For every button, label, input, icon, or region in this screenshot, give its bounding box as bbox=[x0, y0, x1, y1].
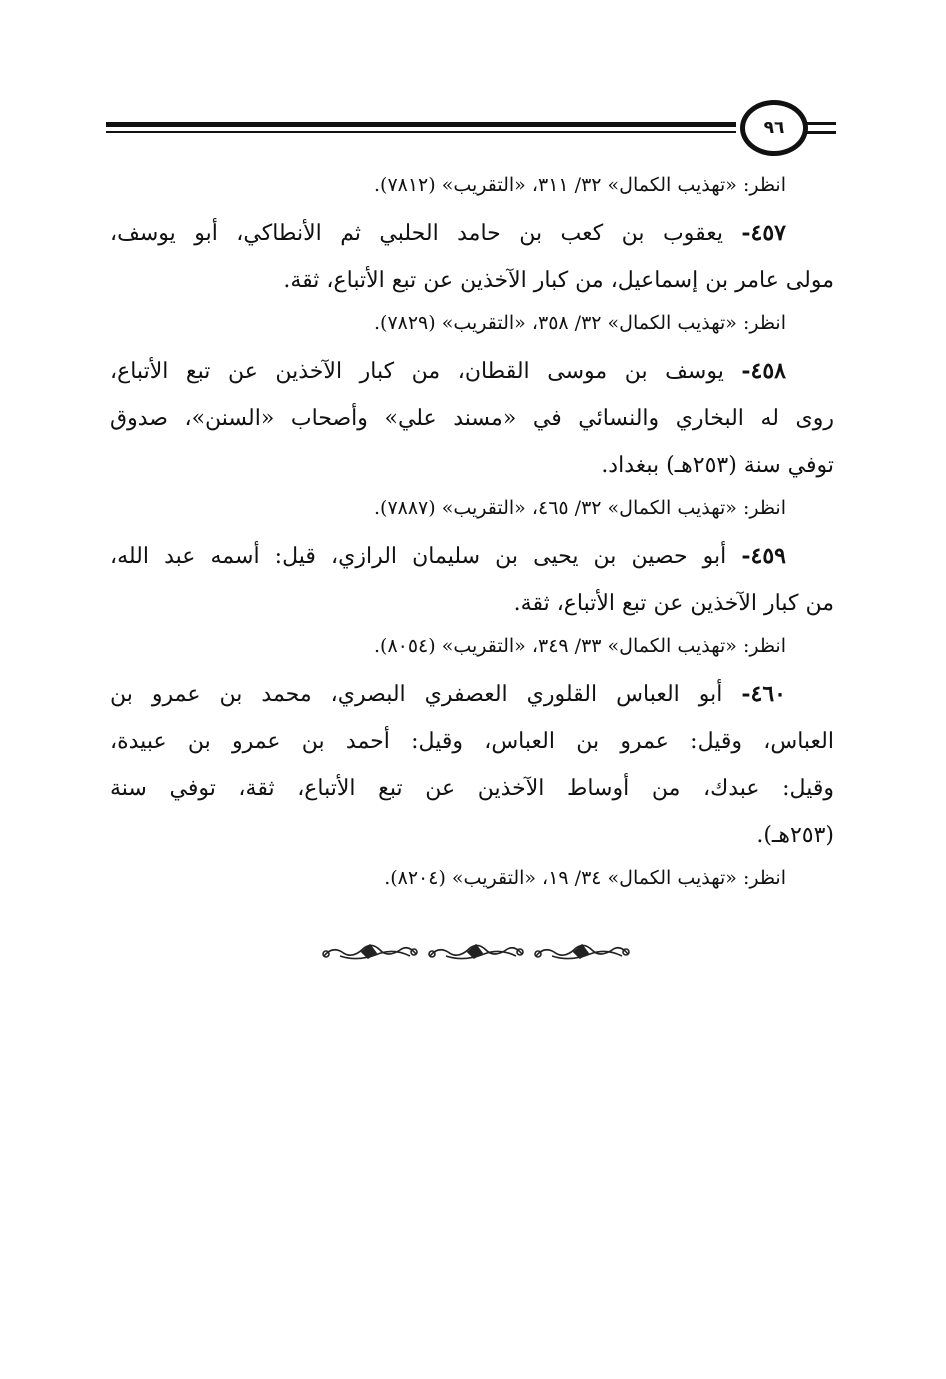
entry-line: روى له البخاري والنسائي في «مسند علي» وأصحاب «السنن»، صدوق bbox=[110, 406, 834, 431]
page-number-badge bbox=[740, 100, 808, 156]
page-body bbox=[110, 166, 834, 903]
entry-number: ٤٥٨- bbox=[741, 358, 786, 384]
entry-line bbox=[110, 533, 834, 580]
header-rule bbox=[106, 122, 736, 127]
entry-460 bbox=[110, 671, 834, 859]
entry-line bbox=[110, 348, 834, 395]
ornament-divider bbox=[318, 936, 632, 968]
entry-text: أبو العباس القلوري العصفري البصري، محمد بن عمرو بن bbox=[110, 682, 723, 707]
reference-line: انظر: «تهذيب الكمال» ٣٤/ ١٩، «التقريب» (٨٢٠٤). bbox=[384, 867, 786, 889]
ornament-motif bbox=[535, 945, 629, 959]
entry-line: وقيل: عبدك، من أوساط الآخذين عن تبع الأتباع، ثقة، توفي سنة bbox=[110, 776, 834, 801]
entry-line: مولى عامر بن إسماعيل، من كبار الآخذين عن تبع الأتباع، ثقة. bbox=[283, 268, 834, 293]
page-header bbox=[106, 100, 836, 160]
entry-line: من كبار الآخذين عن تبع الأتباع، ثقة. bbox=[513, 591, 834, 616]
entry-number: ٤٥٧- bbox=[741, 220, 786, 246]
entry-text: يوسف بن موسى القطان، من كبار الآخذين عن تبع الأتباع، bbox=[110, 359, 724, 384]
ornament-motif bbox=[323, 945, 417, 959]
ornament-motif bbox=[429, 945, 523, 959]
entry-number: ٤٦٠- bbox=[741, 681, 786, 707]
entry-458 bbox=[110, 348, 834, 489]
reference-line: انظر: «تهذيب الكمال» ٣٢/ ٣١١، «التقريب» (٧٨١٢). bbox=[373, 174, 786, 196]
entry-text: يعقوب بن كعب بن حامد الحلبي ثم الأنطاكي، أبو يوسف، bbox=[110, 221, 723, 246]
entry-text: أبو حصين بن يحيى بن سليمان الرازي، قيل: أسمه عبد الله، bbox=[110, 544, 727, 569]
entry-line: توفي سنة (٢٥٣هـ) ببغداد. bbox=[601, 453, 834, 478]
entry-number: ٤٥٩- bbox=[741, 543, 786, 569]
header-rule-thin bbox=[106, 131, 736, 133]
entry-line: (٢٥٣هـ). bbox=[756, 823, 834, 848]
reference-line: انظر: «تهذيب الكمال» ٣٣/ ٣٤٩، «التقريب» (٨٠٥٤). bbox=[373, 635, 786, 657]
entry-line bbox=[110, 671, 834, 718]
entry-line bbox=[110, 210, 834, 257]
reference-line: انظر: «تهذيب الكمال» ٣٢/ ٣٥٨، «التقريب» (٧٨٢٩). bbox=[373, 312, 786, 334]
entry-line: العباس، وقيل: عمرو بن العباس، وقيل: أحمد بن عمرو بن عبيدة، bbox=[110, 729, 834, 754]
page-number: ٩٦ bbox=[763, 118, 785, 138]
reference-line: انظر: «تهذيب الكمال» ٣٢/ ٤٦٥، «التقريب» (٧٨٨٧). bbox=[373, 497, 786, 519]
entry-459 bbox=[110, 533, 834, 627]
entry-457 bbox=[110, 210, 834, 304]
